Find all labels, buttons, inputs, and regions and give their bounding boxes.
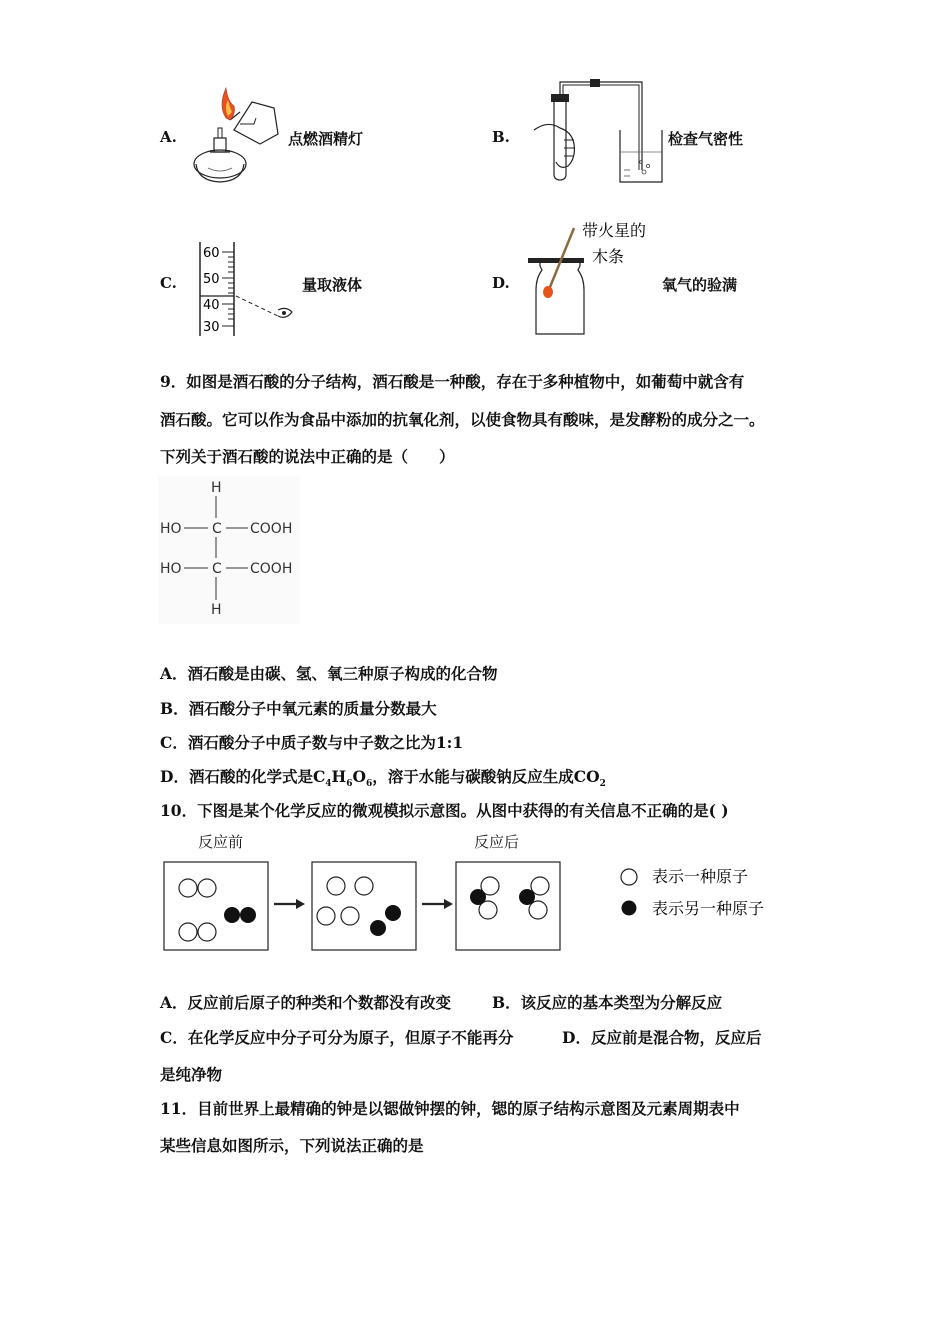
structure-c-upper: C: [212, 521, 222, 537]
legend-white-label: 表示一种原子: [652, 867, 749, 886]
tick-label-40: 40: [203, 298, 220, 313]
tartaric-acid-structure: [158, 476, 300, 624]
option-a-letter: A.: [160, 128, 177, 146]
q10-option-a: A．反应前后原子的种类和个数都没有改变: [160, 993, 452, 1012]
structure-h-bottom: H: [211, 602, 222, 618]
reaction-micro-diagram: [160, 856, 780, 956]
tick-label-60: 60: [203, 246, 220, 261]
legend-black-atom-icon: [622, 901, 637, 916]
graduated-cylinder-illustration: [194, 240, 304, 340]
box-after-reaction: [456, 862, 560, 950]
option-d-letter: D.: [492, 274, 510, 292]
structure-c-lower: C: [212, 561, 222, 577]
alcohol-lamp-lighting-illustration: [182, 84, 287, 190]
option-b-letter: B.: [492, 128, 510, 146]
q9-stem-line2: 酒石酸。它可以作为食品中添加的抗氧化剂，以使食物具有酸味，是发酵粉的成分之一。: [160, 410, 765, 429]
option-b-caption: 检查气密性: [668, 130, 744, 148]
structure-ho-upper: HO: [160, 521, 182, 537]
option-a-caption: 点燃酒精灯: [288, 130, 364, 148]
option-c-caption: 量取液体: [302, 276, 363, 294]
structure-cooh-lower: COOH: [250, 561, 293, 577]
q9-stem-line3: 下列关于酒石酸的说法中正确的是（ ）: [160, 447, 455, 466]
q9-option-b: B．酒石酸分子中氧元素的质量分数最大: [160, 699, 437, 718]
q10-stem: 10．下图是某个化学反应的微观模拟示意图。从图中获得的有关信息不正确的是( ): [160, 801, 729, 820]
splint-note-line2: 木条: [592, 247, 625, 266]
structure-cooh-upper: COOH: [250, 521, 293, 537]
arrow-icon: [296, 899, 305, 909]
label-after-reaction: 反应后: [474, 833, 520, 851]
option-c-letter: C.: [160, 274, 177, 292]
q10-option-c: C．在化学反应中分子可分为原子，但原子不能再分: [160, 1028, 514, 1047]
q9-option-a: A．酒石酸是由碳、氢、氧三种原子构成的化合物: [160, 664, 498, 683]
oxygen-full-test-illustration: [522, 222, 662, 342]
option-d-caption: 氧气的验满: [662, 276, 738, 294]
legend-white-atom-icon: [621, 869, 637, 885]
q11-stem-line1: 11．目前世界上最精确的钟是以锶做钟摆的钟，锶的原子结构示意图及元素周期表中: [160, 1099, 740, 1118]
box-before-reaction: [164, 862, 268, 950]
q9-stem-line1: 9．如图是酒石酸的分子结构，酒石酸是一种酸，存在于多种植物中，如葡萄中就含有: [160, 372, 745, 391]
q9-option-d: D．酒石酸的化学式是$C_4H_6O_6$，溶于水能与碳酸钠反应生成$CO_2$: [160, 767, 606, 790]
structure-ho-lower: HO: [160, 561, 182, 577]
q11-stem-line2: 某些信息如图所示，下列说法正确的是: [160, 1136, 424, 1155]
tick-label-30: 30: [203, 320, 220, 335]
legend-black-label: 表示另一种原子: [652, 899, 765, 918]
structure-h-top: H: [211, 480, 222, 496]
q9-option-c: C．酒石酸分子中质子数与中子数之比为1:1: [160, 733, 464, 752]
box-intermediate: [312, 862, 416, 950]
label-before-reaction: 反应前: [198, 833, 244, 851]
splint-glow-icon: [543, 286, 553, 298]
q10-option-d-line1: D．反应前是混合物，反应后: [562, 1028, 762, 1047]
arrow-icon: [444, 899, 453, 909]
splint-note-line1: 带火星的: [582, 222, 647, 240]
q10-option-b: B．该反应的基本类型为分解反应: [492, 993, 723, 1012]
q10-option-d-line2: 是纯净物: [160, 1065, 223, 1084]
airtightness-check-illustration: [520, 74, 670, 186]
tick-label-50: 50: [203, 272, 220, 287]
